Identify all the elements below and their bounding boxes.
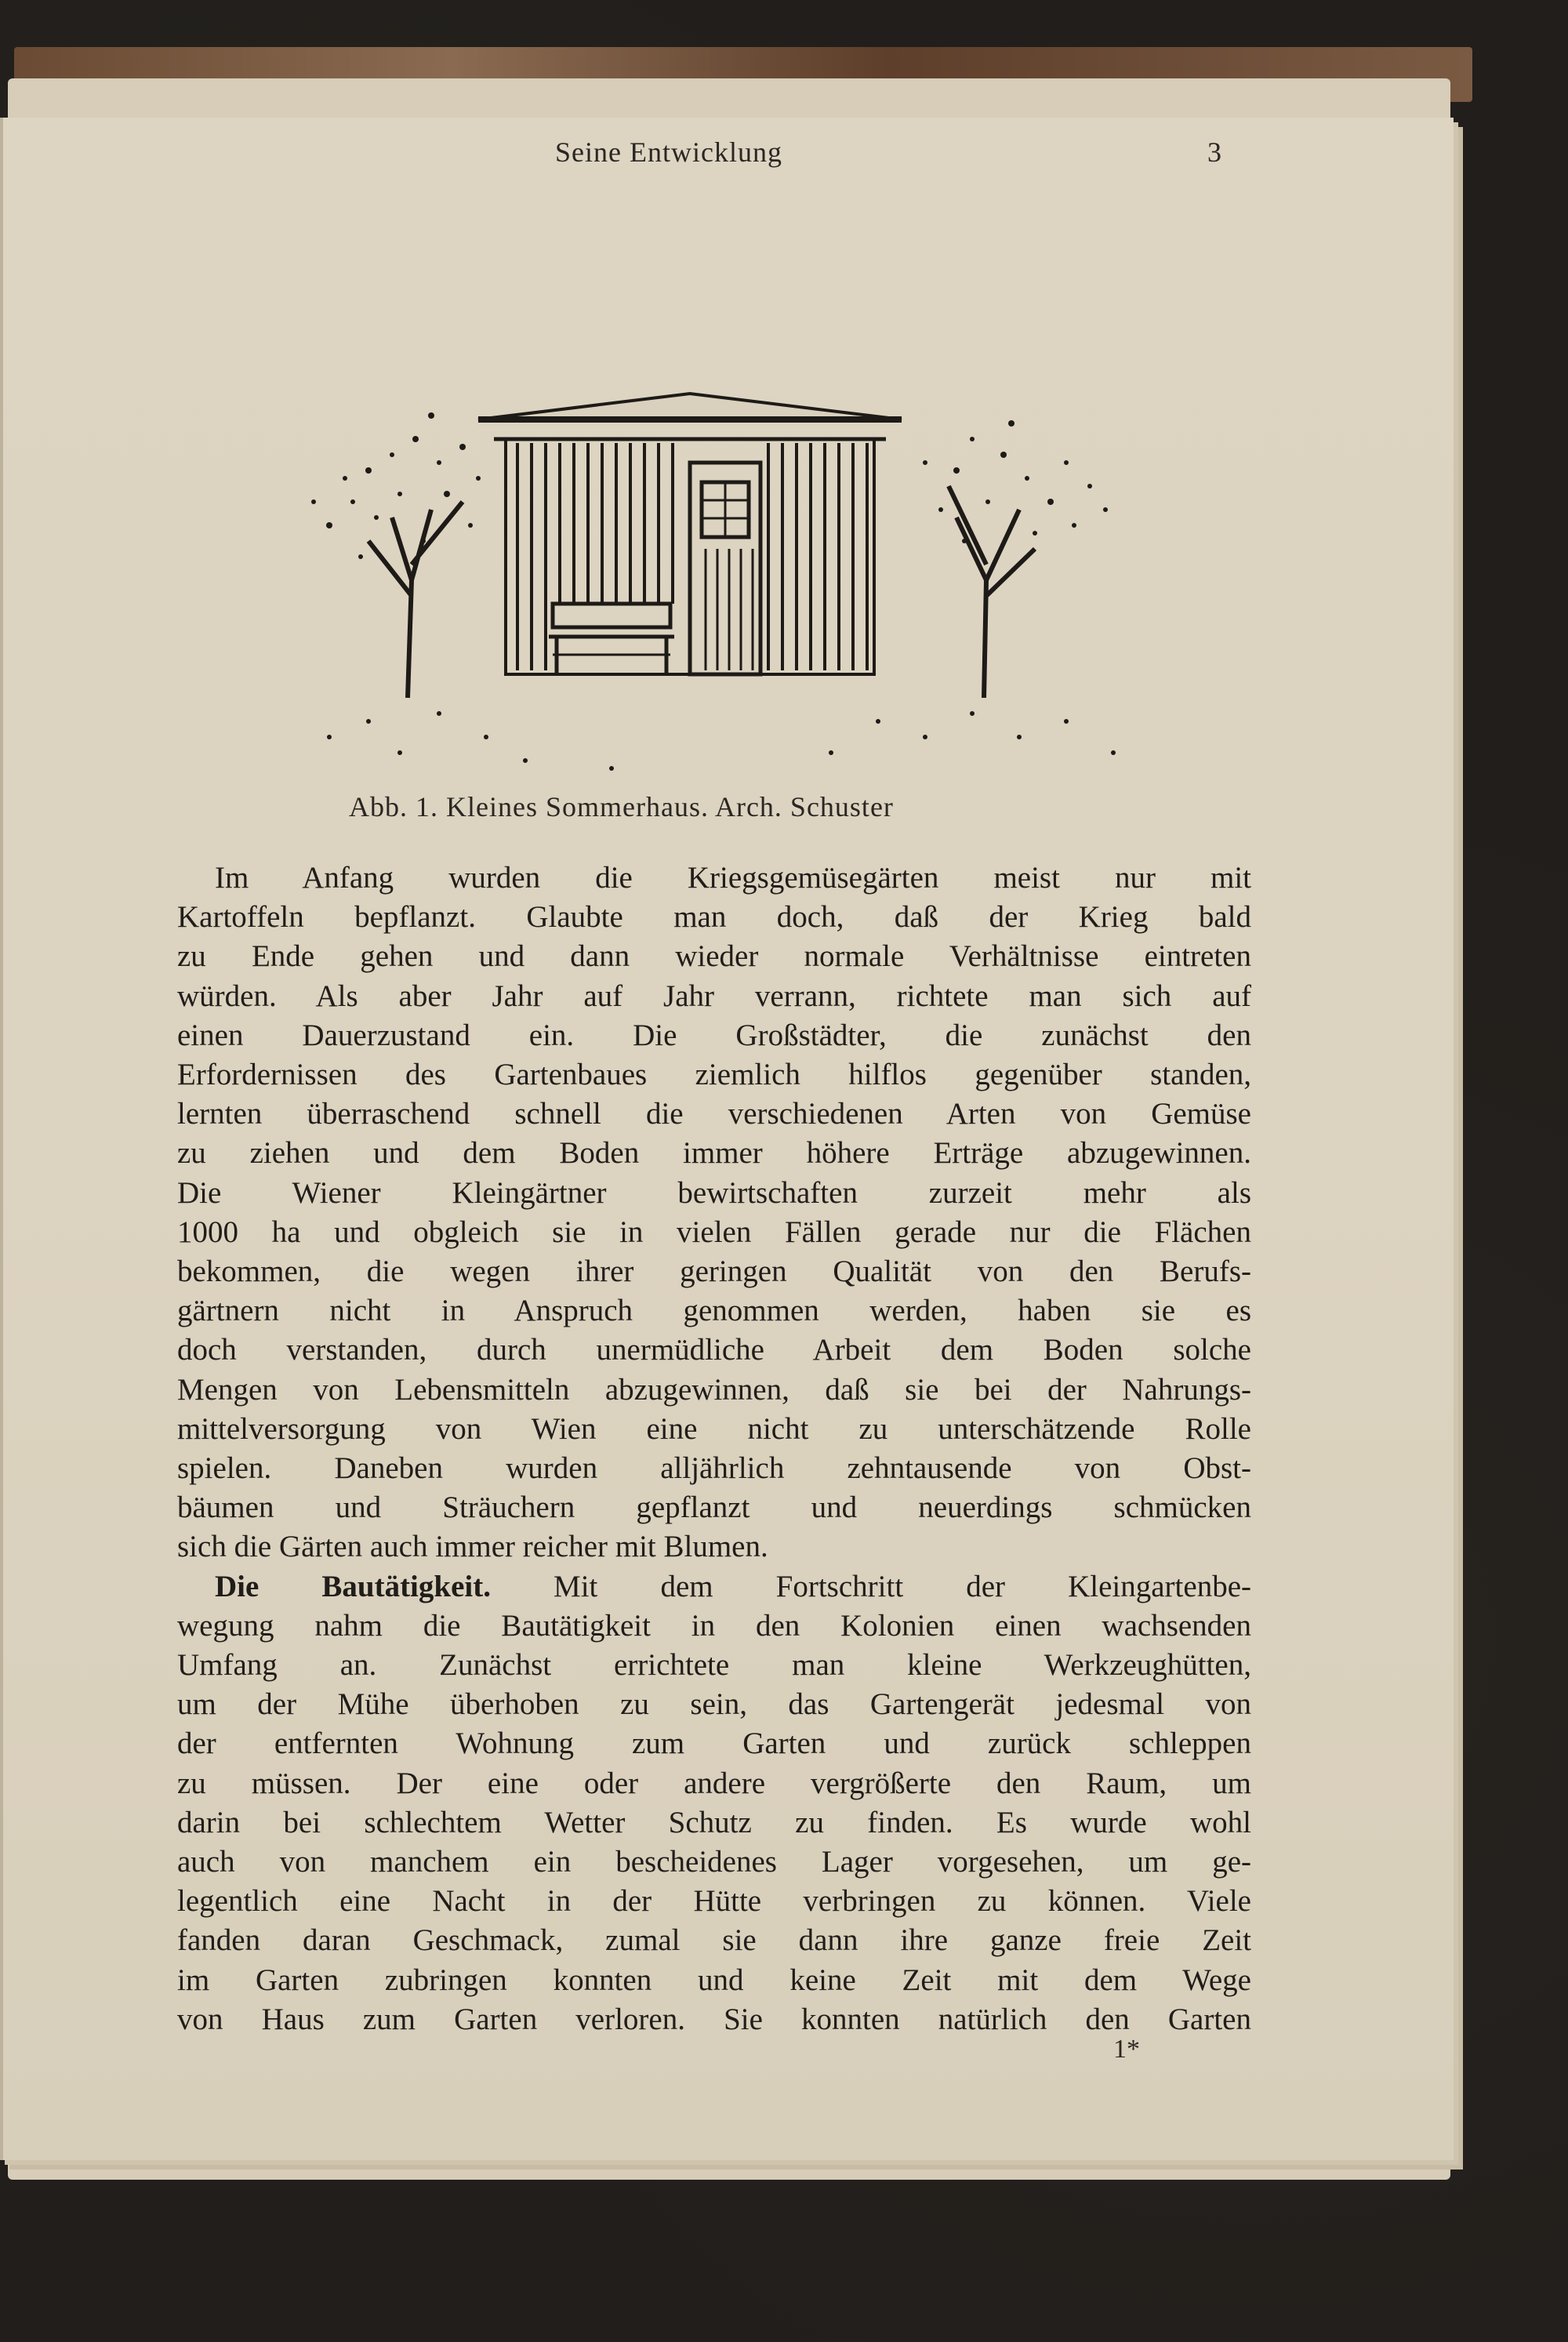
- text-line: bekommen, die wegen ihrer geringen Qualität von den Berufs-: [177, 1255, 1251, 1289]
- running-head-title: Seine Entwicklung: [555, 136, 782, 168]
- text-line: fanden daran Geschmack, zumal sie dann ihre ganze freie Zeit: [177, 1923, 1251, 1958]
- section-heading: Die Bautätigkeit.: [215, 1569, 491, 1603]
- text-line: zu ziehen und dem Boden immer höhere Erträge abzugewinnen.: [177, 1136, 1251, 1171]
- text-line: Kartoffeln bepflanzt. Glaubte man doch, daß der Krieg bald: [177, 900, 1251, 935]
- text-line: würden. Als aber Jahr auf Jahr verrann, richtete man sich auf: [177, 979, 1251, 1013]
- text-line: legentlich eine Nacht in der Hütte verbringen zu können. Viele: [177, 1884, 1251, 1919]
- text-line: darin bei schlechtem Wetter Schutz zu finden. Es wurde wohl: [177, 1805, 1251, 1839]
- text-line: der entfernten Wohnung zum Garten und zurück schleppen: [177, 1727, 1251, 1761]
- text-line: Umfang an. Zunächst errichtete man kleine Werkzeughütten,: [177, 1648, 1251, 1683]
- text-line: von Haus zum Garten verloren. Sie konnten natürlich den Garten: [177, 2002, 1251, 2036]
- text-line: bäumen und Sträuchern gepflanzt und neuerdings schmücken: [177, 1491, 1251, 1525]
- text-line: zu Ende gehen und dann wieder normale Verhältnisse eintreten: [177, 939, 1251, 974]
- signature-mark: 1*: [1113, 2035, 1140, 2064]
- paragraph-heading-line: [177, 1567, 1251, 1607]
- text-line: im Garten zubringen konnten und keine Zeit mit dem Wege: [177, 1963, 1251, 1997]
- text-line: sich die Gärten auch immer reicher mit Blumen.: [177, 1530, 768, 1564]
- text-line: 1000 ha und obgleich sie in vielen Fällen gerade nur die Flächen: [177, 1215, 1251, 1249]
- text-line: doch verstanden, durch unermüdliche Arbeit dem Boden solche: [177, 1333, 1251, 1367]
- text-line: Im Anfang wurden die Kriegsgemüsegärten meist nur mit: [215, 861, 1251, 895]
- text-line: mittelversorgung von Wien eine nicht zu unterschätzende Rolle: [177, 1411, 1251, 1446]
- text-line: auch von manchem ein bescheidenes Lager vorgesehen, um ge-: [177, 1845, 1251, 1879]
- text-line: einen Dauerzustand ein. Die Großstädter, die zunächst den: [177, 1018, 1251, 1052]
- page-number: 3: [1207, 136, 1221, 168]
- running-head: [0, 136, 1450, 167]
- text-line: lernten überraschend schnell die verschiedenen Arten von Gemüse: [177, 1097, 1251, 1131]
- text-line: Erfordernissen des Gartenbaues ziemlich hilflos gegenüber standen,: [177, 1058, 1251, 1092]
- summer-house-illustration: [282, 345, 1160, 792]
- text-line: wegung nahm die Bautätigkeit in den Kolonien einen wachsenden: [177, 1608, 1251, 1643]
- text-line: gärtnern nicht in Anspruch genommen werden, haben sie es: [177, 1294, 1251, 1328]
- text-line: spielen. Daneben wurden alljährlich zehntausende von Obst-: [177, 1451, 1251, 1486]
- text-line: Mengen von Lebensmitteln abzugewinnen, daß sie bei der Nahrungs-: [177, 1372, 1251, 1407]
- text-line: um der Mühe überhoben zu sein, das Gartengerät jedesmal von: [177, 1687, 1251, 1722]
- text-line-rest: Mit dem Fortschritt der Kleingartenbe-: [490, 1569, 1251, 1603]
- text-line: Die Wiener Kleingärtner bewirtschaften zurzeit mehr als: [177, 1175, 1251, 1210]
- body-text: [177, 859, 1251, 2039]
- text-line: zu müssen. Der eine oder andere vergrößerte den Raum, um: [177, 1766, 1251, 1800]
- figure-caption: Abb. 1. Kleines Sommerhaus. Arch. Schuster: [349, 791, 894, 822]
